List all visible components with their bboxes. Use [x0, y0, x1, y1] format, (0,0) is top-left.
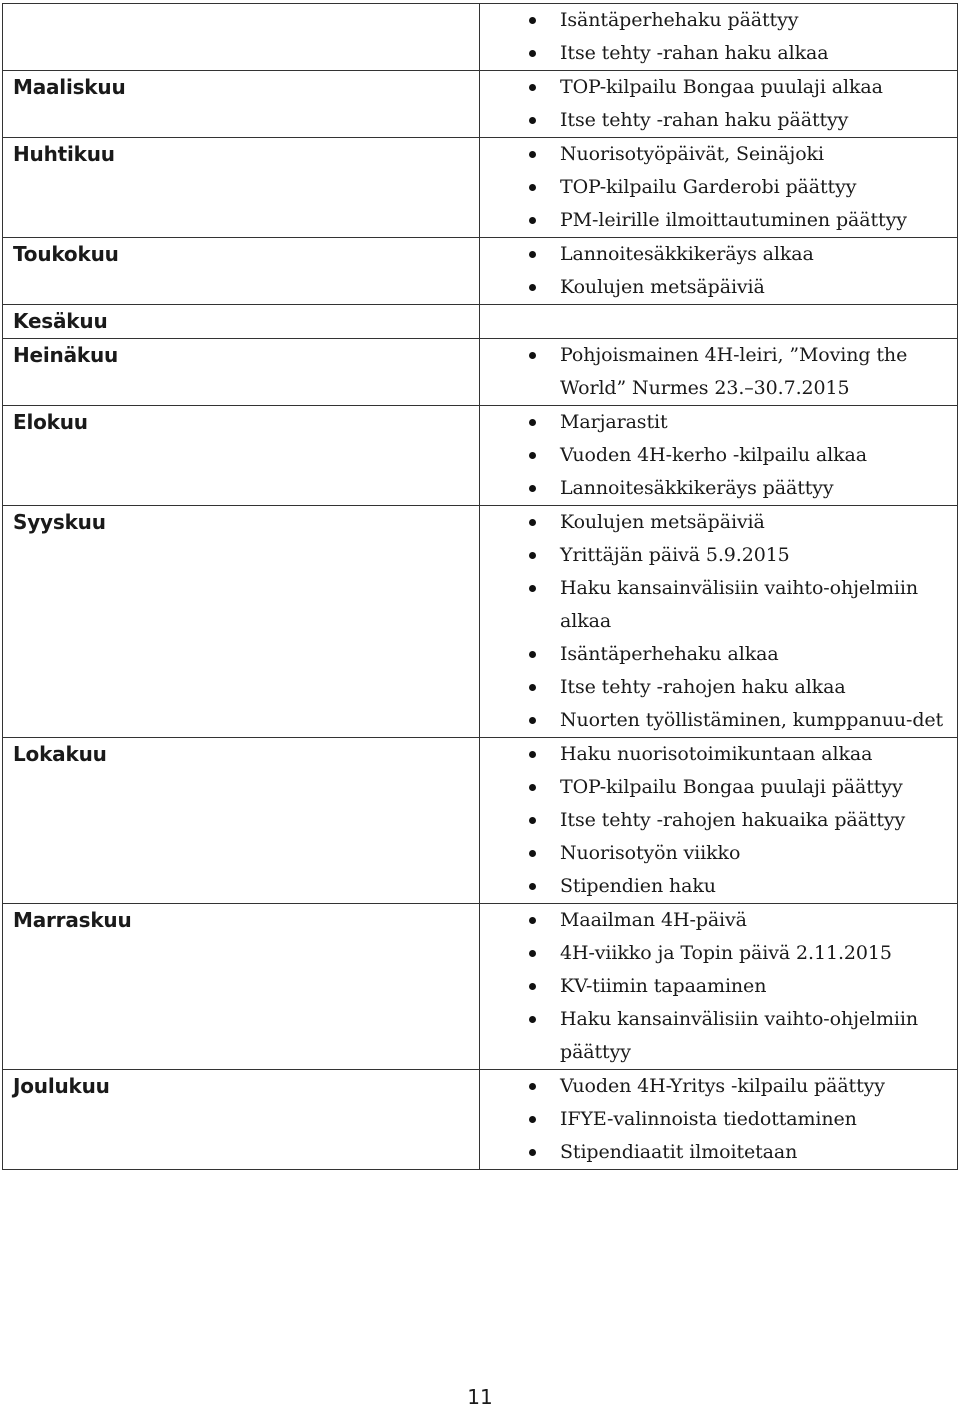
- event-text: Marjarastit: [560, 411, 668, 433]
- event-text: Pohjoismainen 4H-leiri, ”Moving the World” Nurmes 23.–30.7.2015: [560, 344, 908, 399]
- bullet-icon: [529, 217, 536, 224]
- events-list: [480, 238, 957, 304]
- month-row: [3, 339, 958, 406]
- events-list: [480, 738, 957, 903]
- event-item: [480, 104, 957, 137]
- event-item: [480, 870, 957, 903]
- events-list: [480, 4, 957, 70]
- events-cell: [480, 904, 958, 1070]
- event-item: [480, 171, 957, 204]
- bullet-icon: [529, 17, 536, 24]
- events-cell: [480, 305, 958, 339]
- events-cell: [480, 238, 958, 305]
- bullet-icon: [529, 519, 536, 526]
- event-item: [480, 138, 957, 171]
- event-item: [480, 638, 957, 671]
- month-cell: [3, 71, 480, 138]
- event-text: Haku kansainvälisiin vaihto-ohjelmiin alkaa: [560, 577, 919, 632]
- event-item: [480, 71, 957, 104]
- bullet-icon: [529, 1116, 536, 1123]
- bullet-icon: [529, 1016, 536, 1023]
- bullet-icon: [529, 352, 536, 359]
- event-text: Lannoitesäkkikeräys alkaa: [560, 243, 814, 265]
- month-cell: [3, 406, 480, 506]
- events-cell: [480, 406, 958, 506]
- month-row: [3, 71, 958, 138]
- bullet-icon: [529, 84, 536, 91]
- event-text: Nuorisotyön viikko: [560, 842, 741, 864]
- event-item: [480, 539, 957, 572]
- event-text: Itse tehty -rahojen hakuaika päättyy: [560, 809, 906, 831]
- event-text: Haku kansainvälisiin vaihto-ohjelmiin päättyy: [560, 1008, 919, 1063]
- month-row: [3, 4, 958, 71]
- month-name: Toukokuu: [13, 242, 119, 266]
- bullet-icon: [529, 950, 536, 957]
- event-item: [480, 406, 957, 439]
- month-row: [3, 1070, 958, 1170]
- events-cell: [480, 1070, 958, 1170]
- event-text: Nuorten työllistäminen, kumppanuu-det: [560, 709, 944, 731]
- bullet-icon: [529, 1149, 536, 1156]
- month-cell: [3, 238, 480, 305]
- month-row: [3, 305, 958, 339]
- event-item: [480, 4, 957, 37]
- bullet-icon: [529, 684, 536, 691]
- bullet-icon: [529, 983, 536, 990]
- month-cell: [3, 339, 480, 406]
- event-text: Isäntäperhehaku alkaa: [560, 643, 779, 665]
- page-number: 11: [467, 1385, 493, 1409]
- month-name: Lokakuu: [13, 742, 107, 766]
- events-cell: [480, 71, 958, 138]
- month-cell: [3, 4, 480, 71]
- event-text: IFYE-valinnoista tiedottaminen: [560, 1108, 857, 1130]
- bullet-icon: [529, 284, 536, 291]
- event-text: Stipendien haku: [560, 875, 716, 897]
- event-item: [480, 506, 957, 539]
- bullet-icon: [529, 883, 536, 890]
- event-text: Maailman 4H-päivä: [560, 909, 747, 931]
- events-list: [480, 1070, 957, 1169]
- event-text: Yrittäjän päivä 5.9.2015: [560, 544, 790, 566]
- event-item: [480, 37, 957, 70]
- event-text: Itse tehty -rahan haku alkaa: [560, 42, 829, 64]
- event-text: Isäntäperhehaku päättyy: [560, 9, 799, 31]
- events-cell: [480, 339, 958, 406]
- bullet-icon: [529, 850, 536, 857]
- event-text: Koulujen metsäpäiviä: [560, 276, 765, 298]
- event-calendar-body: [3, 4, 958, 1170]
- event-item: [480, 339, 957, 405]
- month-name: Heinäkuu: [13, 343, 119, 367]
- event-text: Lannoitesäkkikeräys päättyy: [560, 477, 834, 499]
- bullet-icon: [529, 817, 536, 824]
- event-item: [480, 204, 957, 237]
- month-cell: [3, 305, 480, 339]
- bullet-icon: [529, 917, 536, 924]
- events-cell: [480, 4, 958, 71]
- month-name: Marraskuu: [13, 908, 132, 932]
- month-cell: [3, 138, 480, 238]
- event-item: [480, 970, 957, 1003]
- event-text: Itse tehty -rahan haku päättyy: [560, 109, 849, 131]
- event-text: KV-tiimin tapaaminen: [560, 975, 767, 997]
- bullet-icon: [529, 585, 536, 592]
- month-cell: [3, 506, 480, 738]
- event-item: [480, 804, 957, 837]
- month-name: [3, 4, 479, 8]
- event-item: [480, 439, 957, 472]
- event-item: [480, 1136, 957, 1169]
- events-list: [480, 904, 957, 1069]
- bullet-icon: [529, 784, 536, 791]
- event-item: [480, 1003, 957, 1069]
- event-item: [480, 472, 957, 505]
- month-name: Huhtikuu: [13, 142, 115, 166]
- bullet-icon: [529, 50, 536, 57]
- bullet-icon: [529, 117, 536, 124]
- event-item: [480, 271, 957, 304]
- bullet-icon: [529, 1083, 536, 1090]
- event-item: [480, 1070, 957, 1103]
- events-list: [480, 506, 957, 737]
- event-item: [480, 238, 957, 271]
- month-name: Syyskuu: [13, 510, 106, 534]
- event-item: [480, 837, 957, 870]
- event-text: Nuorisotyöpäivät, Seinäjoki: [560, 143, 824, 165]
- event-item: [480, 738, 957, 771]
- event-text: 4H-viikko ja Topin päivä 2.11.2015: [560, 942, 892, 964]
- event-text: Koulujen metsäpäiviä: [560, 511, 765, 533]
- event-text: PM-leirille ilmoittautuminen päättyy: [560, 209, 907, 231]
- month-name: Joulukuu: [13, 1074, 110, 1098]
- month-cell: [3, 904, 480, 1070]
- event-text: TOP-kilpailu Bongaa puulaji alkaa: [560, 76, 883, 98]
- month-row: [3, 138, 958, 238]
- bullet-icon: [529, 717, 536, 724]
- bullet-icon: [529, 251, 536, 258]
- bullet-icon: [529, 751, 536, 758]
- event-text: TOP-kilpailu Garderobi päättyy: [560, 176, 857, 198]
- event-text: Vuoden 4H-kerho -kilpailu alkaa: [560, 444, 867, 466]
- month-name: Elokuu: [13, 410, 88, 434]
- event-item: [480, 904, 957, 937]
- event-text: Vuoden 4H-Yritys -kilpailu päättyy: [560, 1075, 885, 1097]
- event-item: [480, 1103, 957, 1136]
- month-cell: [3, 738, 480, 904]
- event-item: [480, 671, 957, 704]
- event-item: [480, 937, 957, 970]
- bullet-icon: [529, 485, 536, 492]
- bullet-icon: [529, 151, 536, 158]
- event-text: Stipendiaatit ilmoitetaan: [560, 1141, 798, 1163]
- month-name: Kesäkuu: [13, 309, 108, 333]
- event-text: TOP-kilpailu Bongaa puulaji päättyy: [560, 776, 903, 798]
- event-text: Haku nuorisotoimikuntaan alkaa: [560, 743, 873, 765]
- bullet-icon: [529, 419, 536, 426]
- event-calendar-table: [2, 3, 958, 1170]
- month-row: [3, 738, 958, 904]
- events-cell: [480, 738, 958, 904]
- month-row: [3, 506, 958, 738]
- month-row: [3, 904, 958, 1070]
- event-item: [480, 572, 957, 638]
- events-list: [480, 71, 957, 137]
- events-cell: [480, 506, 958, 738]
- month-row: [3, 406, 958, 506]
- bullet-icon: [529, 651, 536, 658]
- bullet-icon: [529, 452, 536, 459]
- bullet-icon: [529, 552, 536, 559]
- events-list: [480, 406, 957, 505]
- events-list: [480, 339, 957, 405]
- event-item: [480, 704, 957, 737]
- month-name: Maaliskuu: [13, 75, 126, 99]
- event-text: Itse tehty -rahojen haku alkaa: [560, 676, 846, 698]
- event-item: [480, 771, 957, 804]
- month-row: [3, 238, 958, 305]
- events-cell: [480, 138, 958, 238]
- events-list: [480, 138, 957, 237]
- month-cell: [3, 1070, 480, 1170]
- bullet-icon: [529, 184, 536, 191]
